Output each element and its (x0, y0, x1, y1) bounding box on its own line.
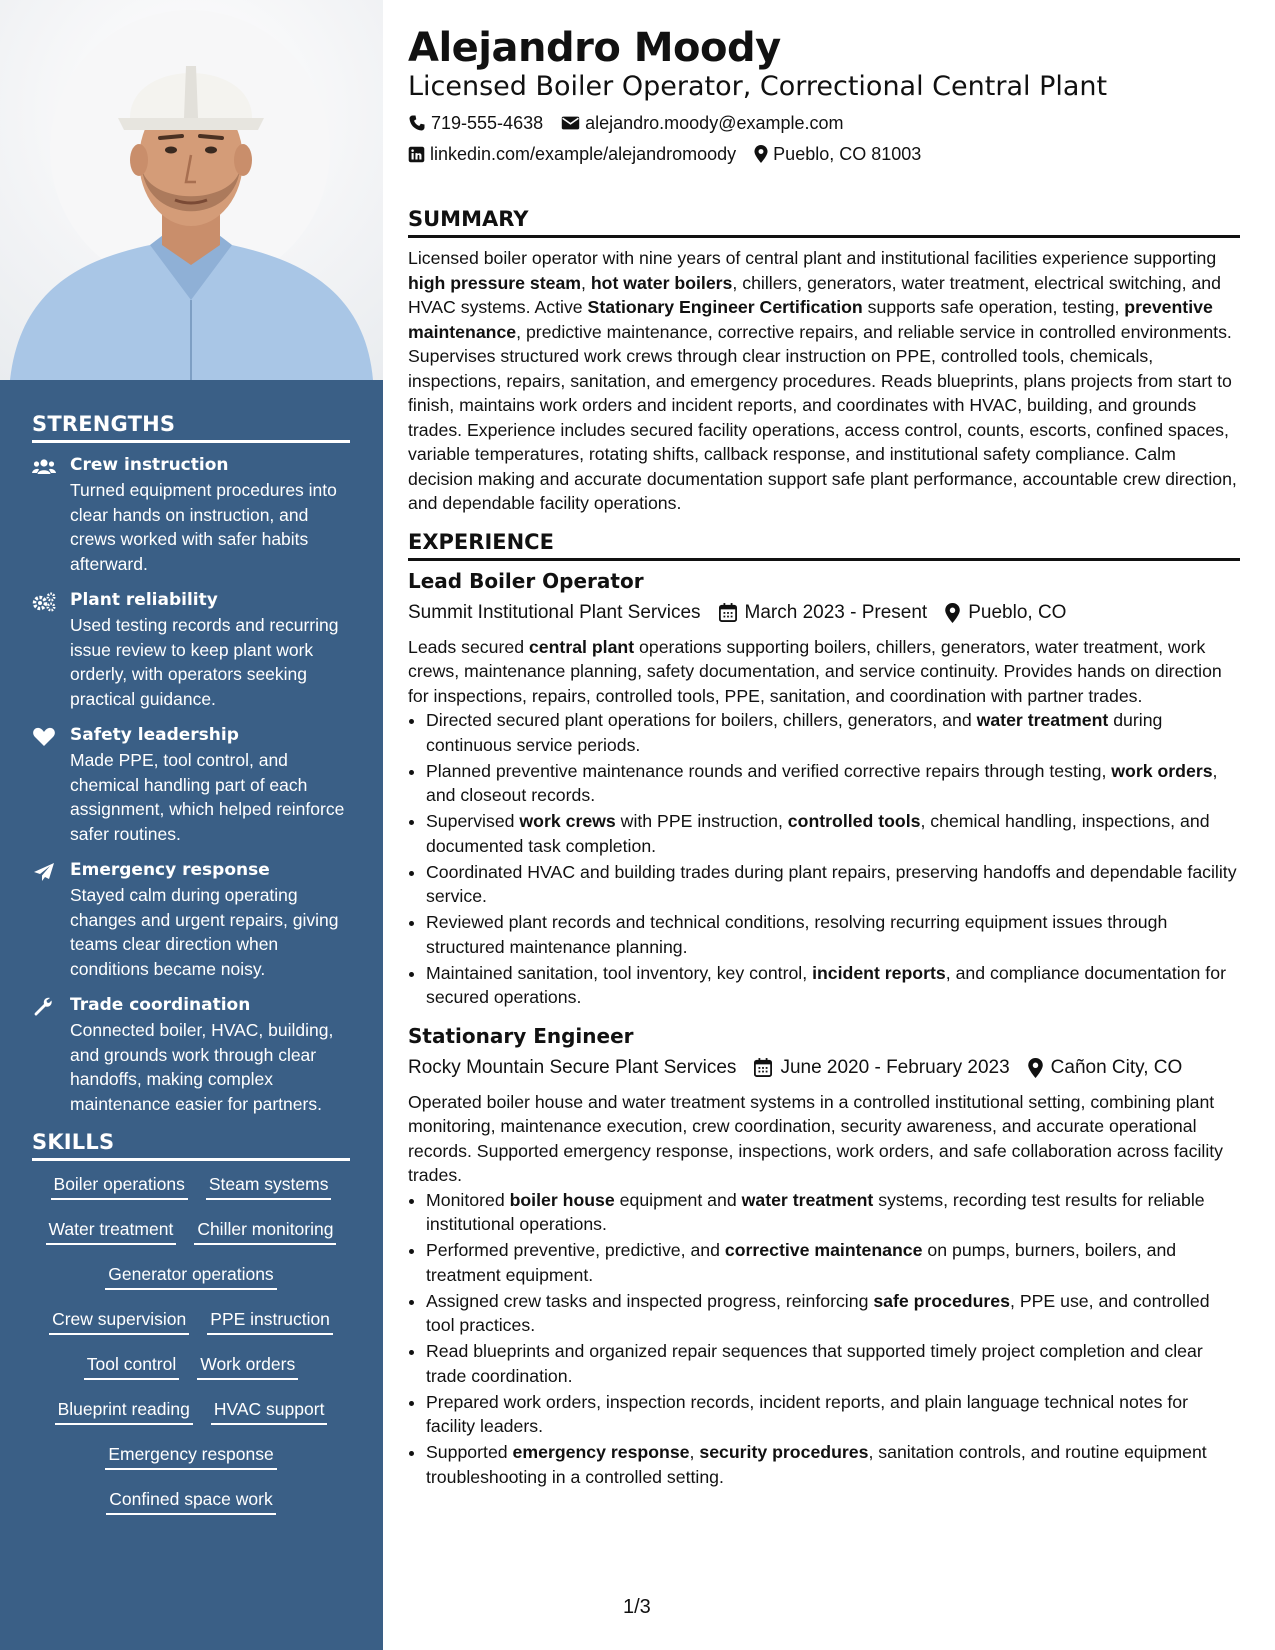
bold-term: preventive maintenance (408, 297, 1213, 342)
skill-row (32, 1443, 350, 1488)
skill-tag: Blueprint reading (55, 1398, 193, 1425)
skill-tag: Boiler operations (51, 1173, 188, 1200)
strength-item (32, 860, 350, 981)
strength-title: Safety leadership (70, 725, 239, 745)
experience-list (408, 569, 1240, 1490)
strength-item (32, 590, 350, 711)
bold-term: high pressure steam (408, 272, 582, 293)
bold-term: central plant (528, 636, 635, 657)
page-number: 1/3 (623, 1596, 651, 1618)
strength-title: Emergency response (70, 860, 270, 880)
job-title: Lead Boiler Operator (408, 568, 644, 593)
summary-heading: SUMMARY (408, 207, 1240, 238)
profile-photo (0, 0, 383, 380)
job-dates: March 2023 - Present (719, 602, 928, 624)
summary-text: Licensed boiler operator with nine years of central plant and institutional facilities experience supporting high pressure steam, hot water boilers, chillers, generators, water treatment, electrical switching, and HVAC systems. Active Stationary Engineer Certification supports safe operation, testing, preventive maintenance, predictive maintenance, corrective repairs, and reliable service in controlled environments. Supervises structured work crews through clear instruction on PPE, controlled tools, chemicals, inspections, repairs, sanitation, and emergency procedures. Reads blueprints, plans projects from start to finish, maintains work orders and incident reports, and coordinates with HVAC, building, and grounds trades. Experience includes secured facility operations, access control, counts, escorts, confined spaces, variable temperatures, rotating shifts, callback response, and institutional safety compliance. Calm decision making and accurate documentation support safe plant performance, accountable crew direction, and dependable facility operations. (408, 248, 1237, 513)
wrench-icon (32, 995, 70, 1116)
skill-row (32, 1218, 350, 1263)
gears-icon (32, 590, 70, 711)
candidate-title: Licensed Boiler Operator, Correctional Central Plant (408, 71, 1108, 102)
strength-item (32, 725, 350, 846)
calendar-icon (719, 603, 737, 622)
bullet-item: • Prepared work orders, inspection records, incident reports, and plain language technical notes for facility leaders. (426, 1390, 1240, 1439)
skill-row (32, 1488, 350, 1533)
bullet-item: • Assigned crew tasks and inspected progress, reinforcing safe procedures, PPE use, and controlled tool practices. (426, 1289, 1240, 1338)
bold-term: incident reports (812, 962, 946, 983)
skill-tag: Crew supervision (49, 1308, 189, 1335)
bold-term: water treatment (976, 710, 1109, 730)
job-entry (408, 1024, 1240, 1490)
linkedin-icon (408, 146, 425, 163)
linkedin-contact (408, 144, 736, 165)
skill-tag: Chiller monitoring (194, 1218, 336, 1245)
strengths-heading: STRENGTHS (32, 412, 350, 443)
strength-title: Trade coordination (70, 995, 251, 1015)
paper-plane-icon (32, 860, 70, 981)
skill-tag: HVAC support (211, 1398, 328, 1425)
bold-term: security procedures (699, 1442, 869, 1462)
job-description: Leads secured central plant operations supporting boilers, chillers, generators, water treatment, work crews, maintenance planning, safety documentation, and service continuity. Provides hands on direction for inspections, repairs, controlled tools, PPE, sanitation, and coordination with partner trades. (408, 636, 1222, 706)
bullet-item: • Directed secured plant operations for boilers, chillers, generators, and water treatment during continuous service periods. (426, 708, 1240, 757)
strength-description: Stayed calm during operating changes and urgent repairs, giving teams clear direction when conditions became noisy. (70, 885, 339, 979)
job-location: Pueblo, CO (945, 602, 1066, 624)
email-contact (561, 113, 843, 134)
strength-title: Crew instruction (70, 455, 229, 475)
skill-tag: PPE instruction (207, 1308, 333, 1335)
sidebar (0, 0, 383, 1650)
bullet-item: • Planned preventive maintenance rounds and verified corrective repairs through testing, work orders, and closeout records. (426, 759, 1240, 808)
bold-term: water treatment (741, 1189, 874, 1210)
bullet-item: • Performed preventive, predictive, and corrective maintenance on pumps, burners, boilers, and treatment equipment. (426, 1238, 1240, 1287)
skill-row (32, 1353, 350, 1398)
main-content (408, 24, 1240, 1491)
bold-term: hot water boilers (590, 272, 733, 293)
phone-icon (408, 114, 426, 132)
email-address: alejandro.moody@example.com (585, 112, 844, 133)
skill-row (32, 1398, 350, 1443)
job-bullets (408, 1188, 1240, 1490)
strength-item (32, 995, 350, 1116)
strength-description: Connected boiler, HVAC, building, and grounds work through clear handoffs, making complex maintenance easier for partners. (70, 1020, 334, 1114)
skill-tag: Work orders (197, 1353, 298, 1380)
heart-icon (32, 725, 70, 846)
contact-line (408, 141, 1240, 167)
company-name: Summit Institutional Plant Services (408, 601, 701, 623)
skills-list (32, 1173, 350, 1533)
job-bullets (408, 708, 1240, 1010)
job-dates: June 2020 - February 2023 (754, 1057, 1009, 1079)
bullet-item: • Maintained sanitation, tool inventory, key control, incident reports, and compliance documentation for secured operations. (426, 961, 1240, 1010)
strength-description: Made PPE, tool control, and chemical handling part of each assignment, which helped reinforce safer routines. (70, 750, 345, 844)
skill-row (32, 1308, 350, 1353)
experience-heading: EXPERIENCE (408, 530, 1240, 561)
bullet-item: • Reviewed plant records and technical conditions, resolving recurring equipment issues through structured maintenance planning. (426, 910, 1240, 959)
skill-tag: Confined space work (106, 1488, 275, 1515)
skill-tag: Emergency response (105, 1443, 276, 1470)
candidate-name: Alejandro Moody (408, 25, 781, 71)
skill-row (32, 1263, 350, 1308)
bold-term: emergency response (512, 1442, 690, 1462)
bold-term: corrective maintenance (724, 1240, 923, 1260)
bullet-item: • Monitored boiler house equipment and water treatment systems, recording test results for reliable institutional operations. (426, 1188, 1240, 1237)
phone-number: 719-555-4638 (431, 112, 544, 133)
bold-term: Stationary Engineer Certification (587, 297, 863, 317)
job-meta (408, 1054, 1240, 1082)
linkedin-url: linkedin.com/example/alejandromoody (430, 143, 737, 164)
bold-term: boiler house (509, 1189, 615, 1210)
job-meta (408, 599, 1240, 627)
bullet-item: • Coordinated HVAC and building trades during plant repairs, preserving handoffs and dependable facility service. (426, 860, 1240, 909)
phone-contact (408, 113, 543, 134)
job-description: Operated boiler house and water treatment systems in a controlled institutional setting, combining plant monitoring, maintenance execution, crew coordination, security awareness, and accurate operational records. Supported emergency response, inspections, work orders, and safe collaboration across facility trades. (408, 1091, 1224, 1185)
strength-item (32, 455, 350, 576)
envelope-icon (561, 115, 580, 131)
location-text: Pueblo, CO 81003 (773, 143, 922, 164)
bullet-item: • Read blueprints and organized repair sequences that supported timely project completion and clear trade coordination. (426, 1339, 1240, 1388)
location-contact (754, 144, 921, 165)
skill-tag: Tool control (84, 1353, 180, 1380)
contact-line (408, 110, 1240, 136)
bold-term: work crews (519, 811, 616, 831)
skill-tag: Water treatment (46, 1218, 177, 1245)
calendar-icon (754, 1058, 772, 1077)
strength-description: Used testing records and recurring issue review to keep plant work orderly, with operators seeking practical guidance. (70, 615, 339, 709)
map-pin-icon (1028, 1058, 1043, 1078)
skills-heading: SKILLS (32, 1130, 350, 1161)
job-title: Stationary Engineer (408, 1023, 634, 1048)
sidebar-content (32, 412, 350, 1533)
bold-term: work orders (1111, 760, 1213, 781)
strength-title: Plant reliability (70, 590, 218, 610)
skill-row (32, 1173, 350, 1218)
bullet-item: • Supported emergency response, security procedures, sanitation controls, and routine equipment troubleshooting in a controlled setting. (426, 1440, 1240, 1489)
bold-term: safe procedures (873, 1290, 1010, 1311)
strength-description: Turned equipment procedures into clear hands on instruction, and crews worked with safer habits afterward. (70, 480, 337, 574)
company-name: Rocky Mountain Secure Plant Services (408, 1056, 737, 1078)
users-icon (32, 455, 70, 576)
bullet-item: • Supervised work crews with PPE instruction, controlled tools, chemical handling, inspections, and documented task completion. (426, 809, 1240, 858)
skill-tag: Steam systems (206, 1173, 332, 1200)
person-portrait-image (0, 0, 383, 380)
map-pin-icon (945, 603, 960, 623)
job-entry (408, 569, 1240, 1010)
bold-term: controlled tools (787, 811, 921, 831)
job-location: Cañon City, CO (1028, 1057, 1183, 1079)
skill-tag: Generator operations (105, 1263, 276, 1290)
map-pin-icon (754, 145, 768, 163)
